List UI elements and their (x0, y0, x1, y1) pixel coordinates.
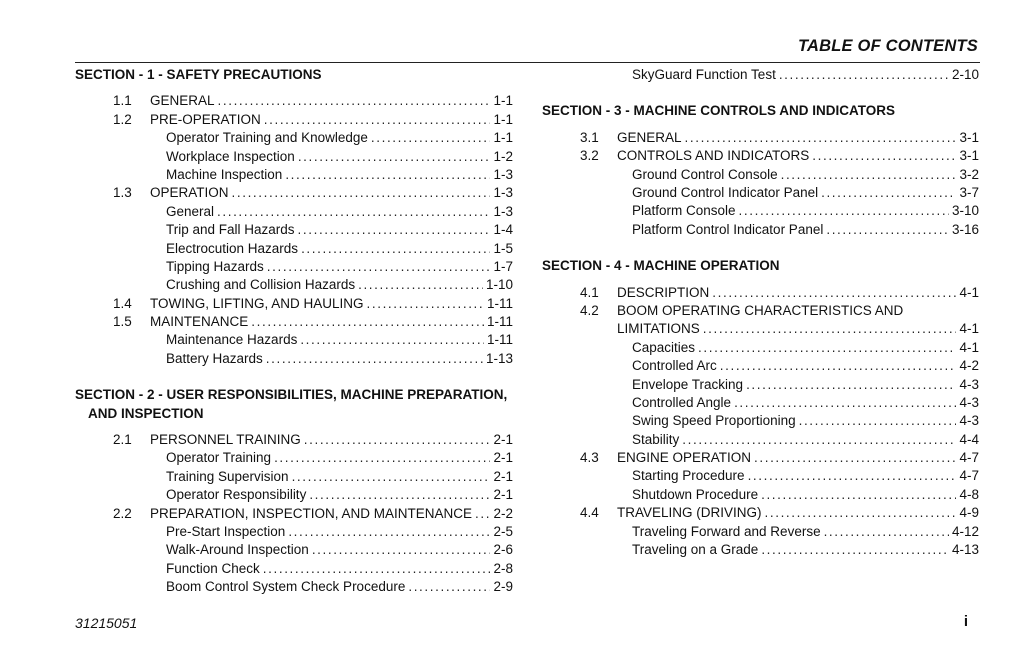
entry-body (166, 129, 513, 147)
dot-leader (761, 486, 956, 504)
toc-entry[interactable] (542, 302, 979, 320)
section-heading (75, 386, 513, 423)
toc-entry[interactable] (542, 147, 979, 165)
entry-page: 1-13 (485, 350, 513, 366)
dot-leader (703, 320, 957, 338)
toc-subentry[interactable] (542, 184, 979, 202)
dot-leader (298, 148, 491, 166)
dot-leader (685, 129, 957, 147)
section-heading-line: SECTION - 1 - SAFETY PRECAUTIONS (75, 67, 322, 82)
entry-title: CONTROLS AND INDICATORS (617, 148, 810, 164)
entry-number: 2.1 (113, 432, 132, 448)
entry-title: SkyGuard Function Test (632, 67, 776, 82)
entry-body (632, 221, 979, 239)
entry-title: Training Supervision (166, 468, 289, 484)
dot-leader (367, 295, 484, 313)
entry-body (150, 431, 513, 449)
dot-leader (781, 166, 957, 184)
section-heading (75, 66, 513, 84)
entry-page: 3-2 (959, 166, 979, 182)
dot-leader (761, 541, 949, 559)
entry-body (632, 541, 979, 559)
entry-page: 4-3 (959, 376, 979, 392)
page-title: TABLE OF CONTENTS (797, 37, 978, 55)
toc-right-column (542, 66, 979, 559)
entry-page: 2-2 (493, 505, 513, 521)
entry-page: 4-2 (959, 358, 979, 374)
dot-leader (821, 184, 956, 202)
entry-body (632, 376, 979, 394)
entry-body (632, 431, 979, 449)
toc-subentry[interactable] (542, 166, 979, 184)
entry-title: BOOM OPERATING CHARACTERISTICS AND (617, 302, 904, 318)
entry-title: DESCRIPTION (617, 284, 710, 300)
entry-body (632, 467, 979, 485)
dot-leader (734, 394, 956, 412)
entry-body (632, 166, 979, 184)
section-gap (542, 84, 979, 102)
toc-subentry[interactable] (75, 276, 513, 294)
entry-body (617, 449, 979, 467)
dot-leader (748, 467, 957, 485)
entry-body (632, 184, 979, 202)
entry-number: 3.1 (580, 129, 599, 145)
dot-leader (232, 184, 491, 202)
toc-subentry[interactable] (75, 221, 513, 239)
entry-number: 4.2 (580, 302, 599, 318)
entry-page: 3-1 (959, 148, 979, 164)
entry-body (166, 203, 513, 221)
entry-page: 2-8 (493, 560, 513, 576)
entry-page: 3-1 (959, 129, 979, 145)
entry-page: 1-10 (485, 277, 513, 293)
entry-title: General (166, 203, 215, 219)
dot-leader (298, 221, 491, 239)
toc-subentry[interactable] (542, 376, 979, 394)
entry-page: 3-16 (951, 221, 979, 237)
header-rule (75, 62, 980, 63)
entry-page: 1-4 (493, 222, 513, 238)
entry-title: Trip and Fall Hazards (166, 222, 295, 238)
dot-leader (720, 357, 957, 375)
entry-number: 2.2 (113, 505, 132, 521)
entry-title: LIMITATIONS (617, 321, 700, 337)
entry-body (632, 202, 979, 220)
entry-body (617, 284, 979, 302)
entry-page: 1-1 (493, 93, 513, 109)
toc-subentry[interactable] (75, 449, 513, 467)
dot-leader (266, 350, 483, 368)
toc-entry[interactable] (542, 320, 979, 338)
dot-leader (292, 468, 491, 486)
entry-title: Starting Procedure (632, 468, 745, 484)
entry-number: 1.1 (113, 93, 132, 109)
toc-entry[interactable] (542, 129, 979, 147)
entry-title: Operator Training (166, 450, 272, 466)
toc-subentry[interactable] (75, 166, 513, 184)
entry-page: 4-4 (959, 431, 979, 447)
section-heading (542, 102, 979, 120)
entry-page: 2-6 (493, 542, 513, 558)
dot-leader (682, 431, 956, 449)
toc-subentry[interactable] (542, 202, 979, 220)
dot-leader (263, 560, 491, 578)
section-heading-line: SECTION - 4 - MACHINE OPERATION (542, 258, 780, 274)
entry-title: Tipping Hazards (166, 258, 264, 274)
entry-body (166, 166, 513, 184)
entry-title: Operator Training and Knowledge (166, 130, 368, 146)
entry-page: 4-7 (959, 450, 979, 466)
entry-page: 1-7 (493, 258, 513, 274)
entry-body (617, 129, 979, 147)
dot-leader (475, 505, 490, 523)
entry-title: Ground Control Console (632, 166, 778, 182)
entry-page: 4-12 (951, 523, 979, 539)
toc-subentry[interactable] (542, 221, 979, 239)
entry-page: 2-1 (493, 450, 513, 466)
entry-title: Swing Speed Proportioning (632, 413, 796, 429)
entry-page: 4-8 (959, 486, 979, 502)
entry-page: 2-9 (493, 579, 513, 595)
heading-gap (542, 276, 979, 284)
entry-title: Operator Responsibility (166, 487, 307, 503)
dot-leader (824, 523, 949, 541)
section-gap (75, 368, 513, 386)
entry-body (166, 148, 513, 166)
entry-title: Platform Console (632, 203, 736, 219)
dot-leader (739, 202, 949, 220)
entry-body (166, 350, 513, 368)
entry-page: 1-1 (493, 111, 513, 127)
entry-page: 3-10 (951, 203, 979, 219)
toc-subentry[interactable] (75, 129, 513, 147)
toc-subentry[interactable] (75, 578, 513, 596)
toc-subentry[interactable] (542, 394, 979, 412)
toc-entry[interactable] (75, 313, 513, 331)
dot-leader (264, 111, 491, 129)
entry-page: 1-3 (493, 185, 513, 201)
toc-subentry[interactable] (75, 148, 513, 166)
dot-leader (301, 240, 490, 258)
entry-body (166, 221, 513, 239)
toc-entry[interactable] (75, 295, 513, 313)
entry-title: PERSONNEL TRAINING (150, 432, 301, 448)
toc-entry[interactable] (75, 184, 513, 202)
toc-subentry[interactable] (542, 357, 979, 375)
toc-subentry[interactable] (75, 560, 513, 578)
entry-title: ENGINE OPERATION (617, 450, 752, 466)
toc-subentry[interactable] (75, 240, 513, 258)
entry-page: 1-3 (493, 203, 513, 219)
entry-title: PREPARATION, INSPECTION, AND MAINTENANCE (150, 505, 473, 521)
toc-entry[interactable] (542, 449, 979, 467)
entry-body (166, 276, 513, 294)
entry-title: Controlled Arc (632, 358, 717, 374)
entry-page: 2-10 (951, 67, 979, 82)
entry-title: Walk-Around Inspection (166, 542, 309, 558)
entry-page: 2-1 (493, 468, 513, 484)
toc-left-column (75, 66, 513, 597)
entry-body (632, 523, 979, 541)
entry-number: 4.3 (580, 450, 599, 466)
dot-leader (765, 504, 957, 522)
section-heading (542, 257, 979, 275)
entry-title: MAINTENANCE (150, 314, 249, 330)
entry-body (150, 505, 513, 523)
entry-body (166, 240, 513, 258)
page-number: i (963, 613, 968, 630)
section-heading-line: SECTION - 3 - MACHINE CONTROLS AND INDICATORS (542, 103, 896, 119)
entry-page: 4-1 (959, 321, 979, 337)
dot-leader (274, 449, 490, 467)
entry-body (166, 258, 513, 276)
entry-body (617, 320, 979, 338)
entry-page: 1-1 (493, 130, 513, 146)
entry-body (632, 412, 979, 430)
toc-subentry[interactable] (75, 203, 513, 221)
entry-page: 3-7 (959, 184, 979, 200)
dot-leader (304, 431, 491, 449)
entry-title: Workplace Inspection (166, 148, 295, 164)
entry-title: Pre-Start Inspection (166, 524, 286, 540)
section-heading-line: AND INSPECTION (88, 405, 204, 421)
dot-leader (267, 258, 491, 276)
dot-leader (218, 92, 491, 110)
entry-title: PRE-OPERATION (150, 111, 261, 127)
entry-title: GENERAL (617, 129, 682, 145)
entry-number: 1.2 (113, 111, 132, 127)
entry-title: Function Check (166, 560, 260, 576)
entry-title: Maintenance Hazards (166, 332, 298, 348)
section-heading-line: SECTION - 2 - USER RESPONSIBILITIES, MACHINE PREPARATION, (75, 387, 508, 403)
entry-page: 2-1 (493, 432, 513, 448)
entry-title: Controlled Angle (632, 394, 732, 410)
entry-title: Battery Hazards (166, 350, 263, 366)
entry-body (166, 331, 513, 349)
entry-number: 1.5 (113, 314, 132, 330)
entry-body (150, 295, 513, 313)
dot-leader (746, 376, 956, 394)
entry-body (166, 523, 513, 541)
entry-body (150, 184, 513, 202)
entry-body (617, 302, 979, 320)
entry-title: Traveling Forward and Reverse (632, 523, 821, 539)
entry-title: Envelope Tracking (632, 376, 744, 392)
section-gap (542, 239, 979, 257)
entry-page: 4-3 (959, 394, 979, 410)
heading-gap (75, 84, 513, 92)
entry-title: Stability (632, 431, 680, 447)
entry-page: 1-11 (486, 332, 513, 348)
toc-subentry[interactable] (542, 431, 979, 449)
entry-body (166, 468, 513, 486)
dot-leader (712, 284, 956, 302)
entry-page: 1-2 (493, 148, 513, 164)
dot-leader (812, 147, 956, 165)
toc-subentry[interactable] (75, 350, 513, 368)
dot-leader (358, 276, 483, 294)
entry-title: Ground Control Indicator Panel (632, 184, 819, 200)
entry-title: GENERAL (150, 93, 215, 109)
toc-entry[interactable] (542, 284, 979, 302)
entry-title: Capacities (632, 339, 696, 355)
toc-subentry[interactable] (75, 523, 513, 541)
toc-subentry[interactable] (75, 468, 513, 486)
entry-title: Platform Control Indicator Panel (632, 221, 824, 237)
entry-number: 3.2 (580, 148, 599, 164)
entry-body (632, 66, 979, 84)
toc-subentry[interactable] (542, 523, 979, 541)
dot-leader (408, 578, 490, 596)
entry-body (166, 578, 513, 596)
toc-subentry[interactable] (542, 66, 979, 84)
entry-page: 4-13 (951, 542, 979, 558)
entry-number: 4.1 (580, 284, 599, 300)
entry-title: Shutdown Procedure (632, 486, 759, 502)
entry-body (166, 560, 513, 578)
entry-body (150, 92, 513, 110)
toc-entry[interactable] (542, 504, 979, 522)
toc-subentry[interactable] (542, 339, 979, 357)
entry-title: Crushing and Collision Hazards (166, 277, 356, 293)
entry-title: TOWING, LIFTING, AND HAULING (150, 295, 364, 311)
entry-body (632, 357, 979, 375)
dot-leader (371, 129, 491, 147)
toc-subentry[interactable] (542, 467, 979, 485)
entry-body (632, 394, 979, 412)
entry-body (617, 147, 979, 165)
entry-title: Machine Inspection (166, 166, 283, 182)
entry-body (166, 449, 513, 467)
entry-page: 4-7 (959, 468, 979, 484)
toc-subentry[interactable] (542, 541, 979, 559)
entry-title: OPERATION (150, 185, 229, 201)
dot-leader (285, 166, 490, 184)
toc-entry[interactable] (75, 431, 513, 449)
entry-body (617, 504, 979, 522)
dot-leader (288, 523, 490, 541)
toc-subentry[interactable] (542, 412, 979, 430)
entry-page: 1-3 (493, 166, 513, 182)
entry-body (166, 541, 513, 559)
toc-entry[interactable] (75, 92, 513, 110)
entry-page: 2-1 (493, 487, 513, 503)
toc-subentry[interactable] (75, 331, 513, 349)
entry-page: 1-5 (493, 240, 513, 256)
dot-leader (754, 449, 956, 467)
entry-page: 1-11 (486, 314, 513, 330)
entry-title: Traveling on a Grade (632, 542, 759, 558)
heading-gap (542, 121, 979, 129)
entry-body (150, 111, 513, 129)
entry-page: 1-11 (486, 295, 513, 311)
entry-number: 1.4 (113, 295, 132, 311)
entry-page: 4-9 (959, 505, 979, 521)
entry-page: 4-3 (959, 413, 979, 429)
entry-number: 4.4 (580, 505, 599, 521)
dot-leader (312, 541, 491, 559)
entry-page: 2-5 (493, 524, 513, 540)
entry-title: Boom Control System Check Procedure (166, 579, 406, 595)
toc-entry[interactable] (75, 505, 513, 523)
heading-gap (75, 423, 513, 431)
entry-title: TRAVELING (DRIVING) (617, 505, 762, 521)
dot-leader (251, 313, 484, 331)
entry-body (166, 486, 513, 504)
entry-title: Electrocution Hazards (166, 240, 299, 256)
dot-leader (698, 339, 956, 357)
dot-leader (826, 221, 949, 239)
entry-body (150, 313, 513, 331)
toc-entry[interactable] (75, 111, 513, 129)
dot-leader (799, 412, 957, 430)
dot-leader (779, 66, 949, 84)
dot-leader (309, 486, 490, 504)
entry-number: 1.3 (113, 185, 132, 201)
toc-subentry[interactable] (75, 258, 513, 276)
entry-body (632, 339, 979, 357)
document-number: 31215051 (75, 615, 138, 631)
entry-body (632, 486, 979, 504)
toc-subentry[interactable] (75, 541, 513, 559)
toc-subentry[interactable] (542, 486, 979, 504)
entry-page: 4-1 (959, 339, 979, 355)
entry-page: 4-1 (959, 284, 979, 300)
dot-leader (300, 331, 484, 349)
toc-subentry[interactable] (75, 486, 513, 504)
dot-leader (217, 203, 490, 221)
